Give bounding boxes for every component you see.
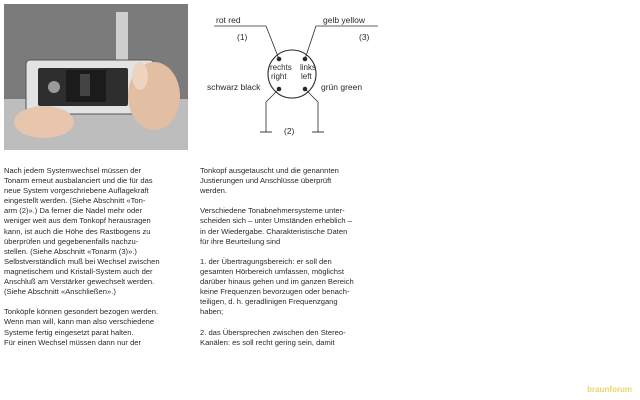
left-paragraph-1: Nach jedem Systemwechsel müssen der Tonarm erneut ausbalanciert und die für das neue System vorgeschriebene Auflagekraft eingestellt werden. (Siehe Abschnitt «Ton- arm (2)».) Da ferner die Nadel mehr oder weniger weit aus dem Tonkopf herausragen kann, ist auch die Höhe des Rastbogens zu überprüfen und gegebenenfalls nachzu- stellen. (Siehe Abschnitt «Tonarm (3)».) Selbstverständlich muß bei Wechsel zwischen magnetischem und Kristall-System auch der Anschluß am Verstärker gewechselt werden. (Siehe Abschnitt «Anschließen».)	[4, 166, 160, 297]
left-text-column	[4, 166, 190, 358]
label-num-1: (1)	[237, 32, 248, 42]
label-num-3: (3)	[359, 32, 370, 42]
cartridge-photo-drawing	[4, 4, 188, 150]
label-left: left	[301, 72, 312, 81]
right-paragraph-3: 1. der Übertragungsbereich: er soll den gesamten Hörbereich umfassen, möglichst darüber hinaus gehen und im ganzen Bereich keine Frequenzen bevorzugen oder benach- teiligen, d. h. geradlinigen Frequenzgang haben;	[200, 256, 354, 317]
label-links: links	[300, 63, 317, 72]
label-num-2: (2)	[284, 126, 295, 136]
label-rechts: rechts	[270, 63, 292, 72]
watermark: braunforum	[587, 385, 632, 394]
right-paragraph-4: 2. das Übersprechen zwischen den Stereo- Kanälen: es soll recht gering sein, damit	[200, 327, 346, 347]
label-right: right	[271, 72, 287, 81]
left-paragraph-2: Tonköpfe können gesondert bezogen werden. Wenn man will, kann man also verschiedene Systeme fertig eingesetzt parat halten. Für einen Wechsel müssen dann nur der	[4, 307, 159, 347]
label-green: grün green	[321, 82, 363, 92]
wiring-diagram	[200, 10, 380, 140]
label-black: schwarz black	[207, 82, 261, 92]
right-text-column	[200, 166, 386, 358]
wiring-diagram-drawing	[200, 10, 380, 140]
label-red: rot red	[216, 15, 241, 25]
cartridge-photo	[4, 4, 188, 150]
right-paragraph-1: Tonkopf ausgetauscht und die genannten Justierungen und Anschlüsse überprüft werden.	[200, 166, 339, 196]
right-paragraph-2: Verschiedene Tonabnehmersysteme unter- scheiden sich – unter Umständen erheblich – in der Wiedergabe. Charakteristische Daten für ihre Beurteilung sind	[200, 206, 352, 246]
label-yellow: gelb yellow	[323, 15, 366, 25]
